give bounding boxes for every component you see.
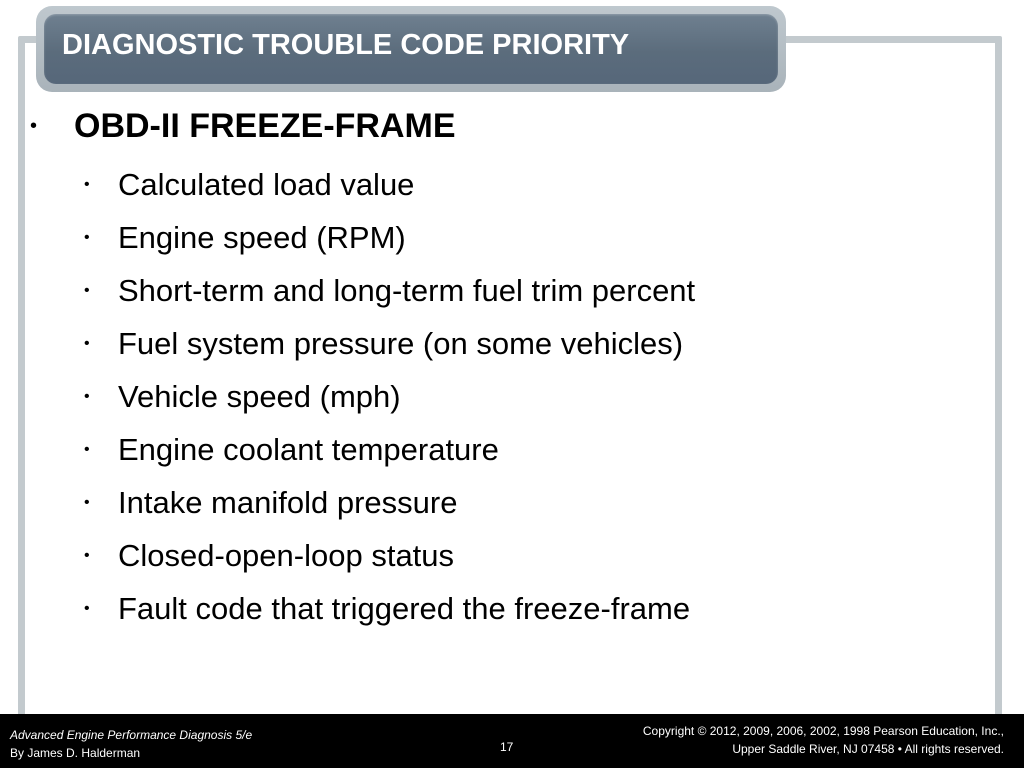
sub-bullet-text: Calculated load value	[118, 166, 415, 202]
sub-bullet-item	[84, 158, 695, 211]
bullet-icon: •	[30, 115, 38, 137]
sub-bullet-item	[84, 582, 695, 635]
copyright-notice	[643, 722, 1004, 758]
bullet-icon: •	[84, 440, 90, 458]
sub-bullet-item	[84, 317, 695, 370]
sub-bullet-item	[84, 529, 695, 582]
sub-bullet-text: Closed-open-loop status	[118, 537, 455, 573]
main-bullet-item	[30, 104, 456, 148]
bullet-icon: •	[84, 546, 90, 564]
sub-bullet-item	[84, 264, 695, 317]
sub-bullet-text: Vehicle speed (mph)	[118, 378, 401, 414]
page-number: 17	[500, 740, 514, 754]
sub-bullet-item	[84, 370, 695, 423]
bullet-icon: •	[84, 175, 90, 193]
book-title: Advanced Engine Performance Diagnosis 5/e	[10, 728, 253, 742]
sub-bullet-item	[84, 211, 695, 264]
footer-book-info	[10, 726, 252, 762]
sub-bullet-item	[84, 423, 695, 476]
sub-bullet-list	[84, 158, 695, 635]
slide-footer	[0, 714, 1024, 768]
sub-bullet-text: Engine coolant temperature	[118, 431, 499, 467]
bullet-icon: •	[84, 334, 90, 352]
sub-bullet-item	[84, 476, 695, 529]
bullet-icon: •	[84, 599, 90, 617]
bullet-icon: •	[84, 228, 90, 246]
sub-bullet-text: Short-term and long-term fuel trim percent	[118, 272, 696, 308]
bullet-icon: •	[84, 387, 90, 405]
author-line: By James D. Halderman	[10, 746, 141, 760]
copyright-line-2: Upper Saddle River, NJ 07458 • All rights reserved.	[732, 742, 1004, 756]
copyright-line-1: Copyright © 2012, 2009, 2006, 2002, 1998 Pearson Education, Inc.,	[642, 724, 1004, 738]
sub-bullet-text: Fault code that triggered the freeze-frame	[118, 590, 691, 626]
main-bullet-text: OBD-II FREEZE-FRAME	[74, 107, 456, 145]
bullet-icon: •	[84, 493, 90, 511]
sub-bullet-text: Fuel system pressure (on some vehicles)	[118, 325, 684, 361]
slide-title: DIAGNOSTIC TROUBLE CODE PRIORITY	[62, 28, 630, 61]
bullet-icon: •	[84, 281, 90, 299]
sub-bullet-text: Engine speed (RPM)	[118, 219, 406, 255]
sub-bullet-text: Intake manifold pressure	[118, 484, 458, 520]
